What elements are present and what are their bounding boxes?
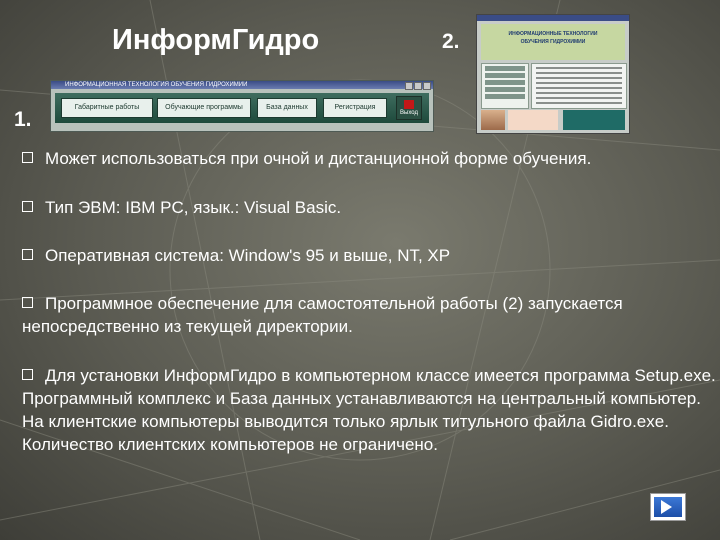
screenshot-app-window (476, 14, 630, 134)
bullet-text: Для установки ИнформГидро в компьютерном классе имеется программа Setup.exe. Программный комплекс и База данных устанавливаются на центральный компьютер. На клиентские компьютеры выводится только ярлык титульного файла Gidro.exe. Количество клиентских компьютеров не ограничено. (22, 366, 716, 454)
next-arrow-icon (661, 500, 672, 514)
screenshot-label-2: 2. (442, 30, 460, 53)
checkbox-bullet-icon (22, 201, 33, 212)
screenshot-toolbar-window (50, 80, 434, 132)
checkbox-bullet-icon (22, 152, 33, 163)
screenshot-label-1: 1. (14, 108, 32, 131)
header-line-1: ИНФОРМАЦИОННЫЕ ТЕХНОЛОГИИ (508, 31, 598, 37)
toolbar-button-works[interactable]: Габаритные работы (61, 98, 153, 118)
toolbar-button-database[interactable]: База данных (257, 98, 317, 118)
bullet-item (22, 364, 716, 456)
bullet-item (22, 292, 692, 338)
toolbar-button-programs[interactable]: Обучающие программы (157, 98, 251, 118)
window-caption-bar (477, 15, 629, 21)
bullet-text: Программное обеспечение для самостоятельной работы (2) запускается непосредственно из текущей директории. (22, 294, 623, 336)
app-info-panel (508, 110, 558, 130)
bullet-item (22, 147, 712, 170)
app-side-menu (481, 63, 529, 109)
app-header (481, 24, 625, 60)
window-caption: ИНФОРМАЦИОННАЯ ТЕХНОЛОГИЯ ОБУЧЕНИЯ ГИДРОХИМИИ (51, 81, 433, 89)
app-text-area (531, 63, 627, 109)
bullet-text: Может использоваться при очной и дистанционной форме обучения. (45, 149, 592, 168)
app-links-panel (563, 110, 625, 130)
checkbox-bullet-icon (22, 369, 33, 380)
bullet-item (22, 244, 712, 267)
checkbox-bullet-icon (22, 249, 33, 260)
next-slide-button[interactable] (650, 493, 686, 521)
exit-label: Выход (400, 110, 418, 116)
toolbar-button-registration[interactable]: Регистрация (323, 98, 387, 118)
portrait-image (481, 110, 505, 130)
exit-button[interactable] (396, 96, 422, 120)
window-controls (405, 82, 431, 90)
bullet-item (22, 196, 712, 219)
slide-title: ИнформГидро (112, 24, 320, 56)
checkbox-bullet-icon (22, 297, 33, 308)
exit-icon (404, 100, 414, 109)
bullet-text: Тип ЭВМ: IBM PC, язык.: Visual Basic. (45, 198, 342, 217)
bullet-text: Оперативная система: Window's 95 и выше, NT, XP (45, 246, 451, 265)
header-line-2: ОБУЧЕНИЯ ГИДРОХИМИИ (520, 39, 586, 45)
